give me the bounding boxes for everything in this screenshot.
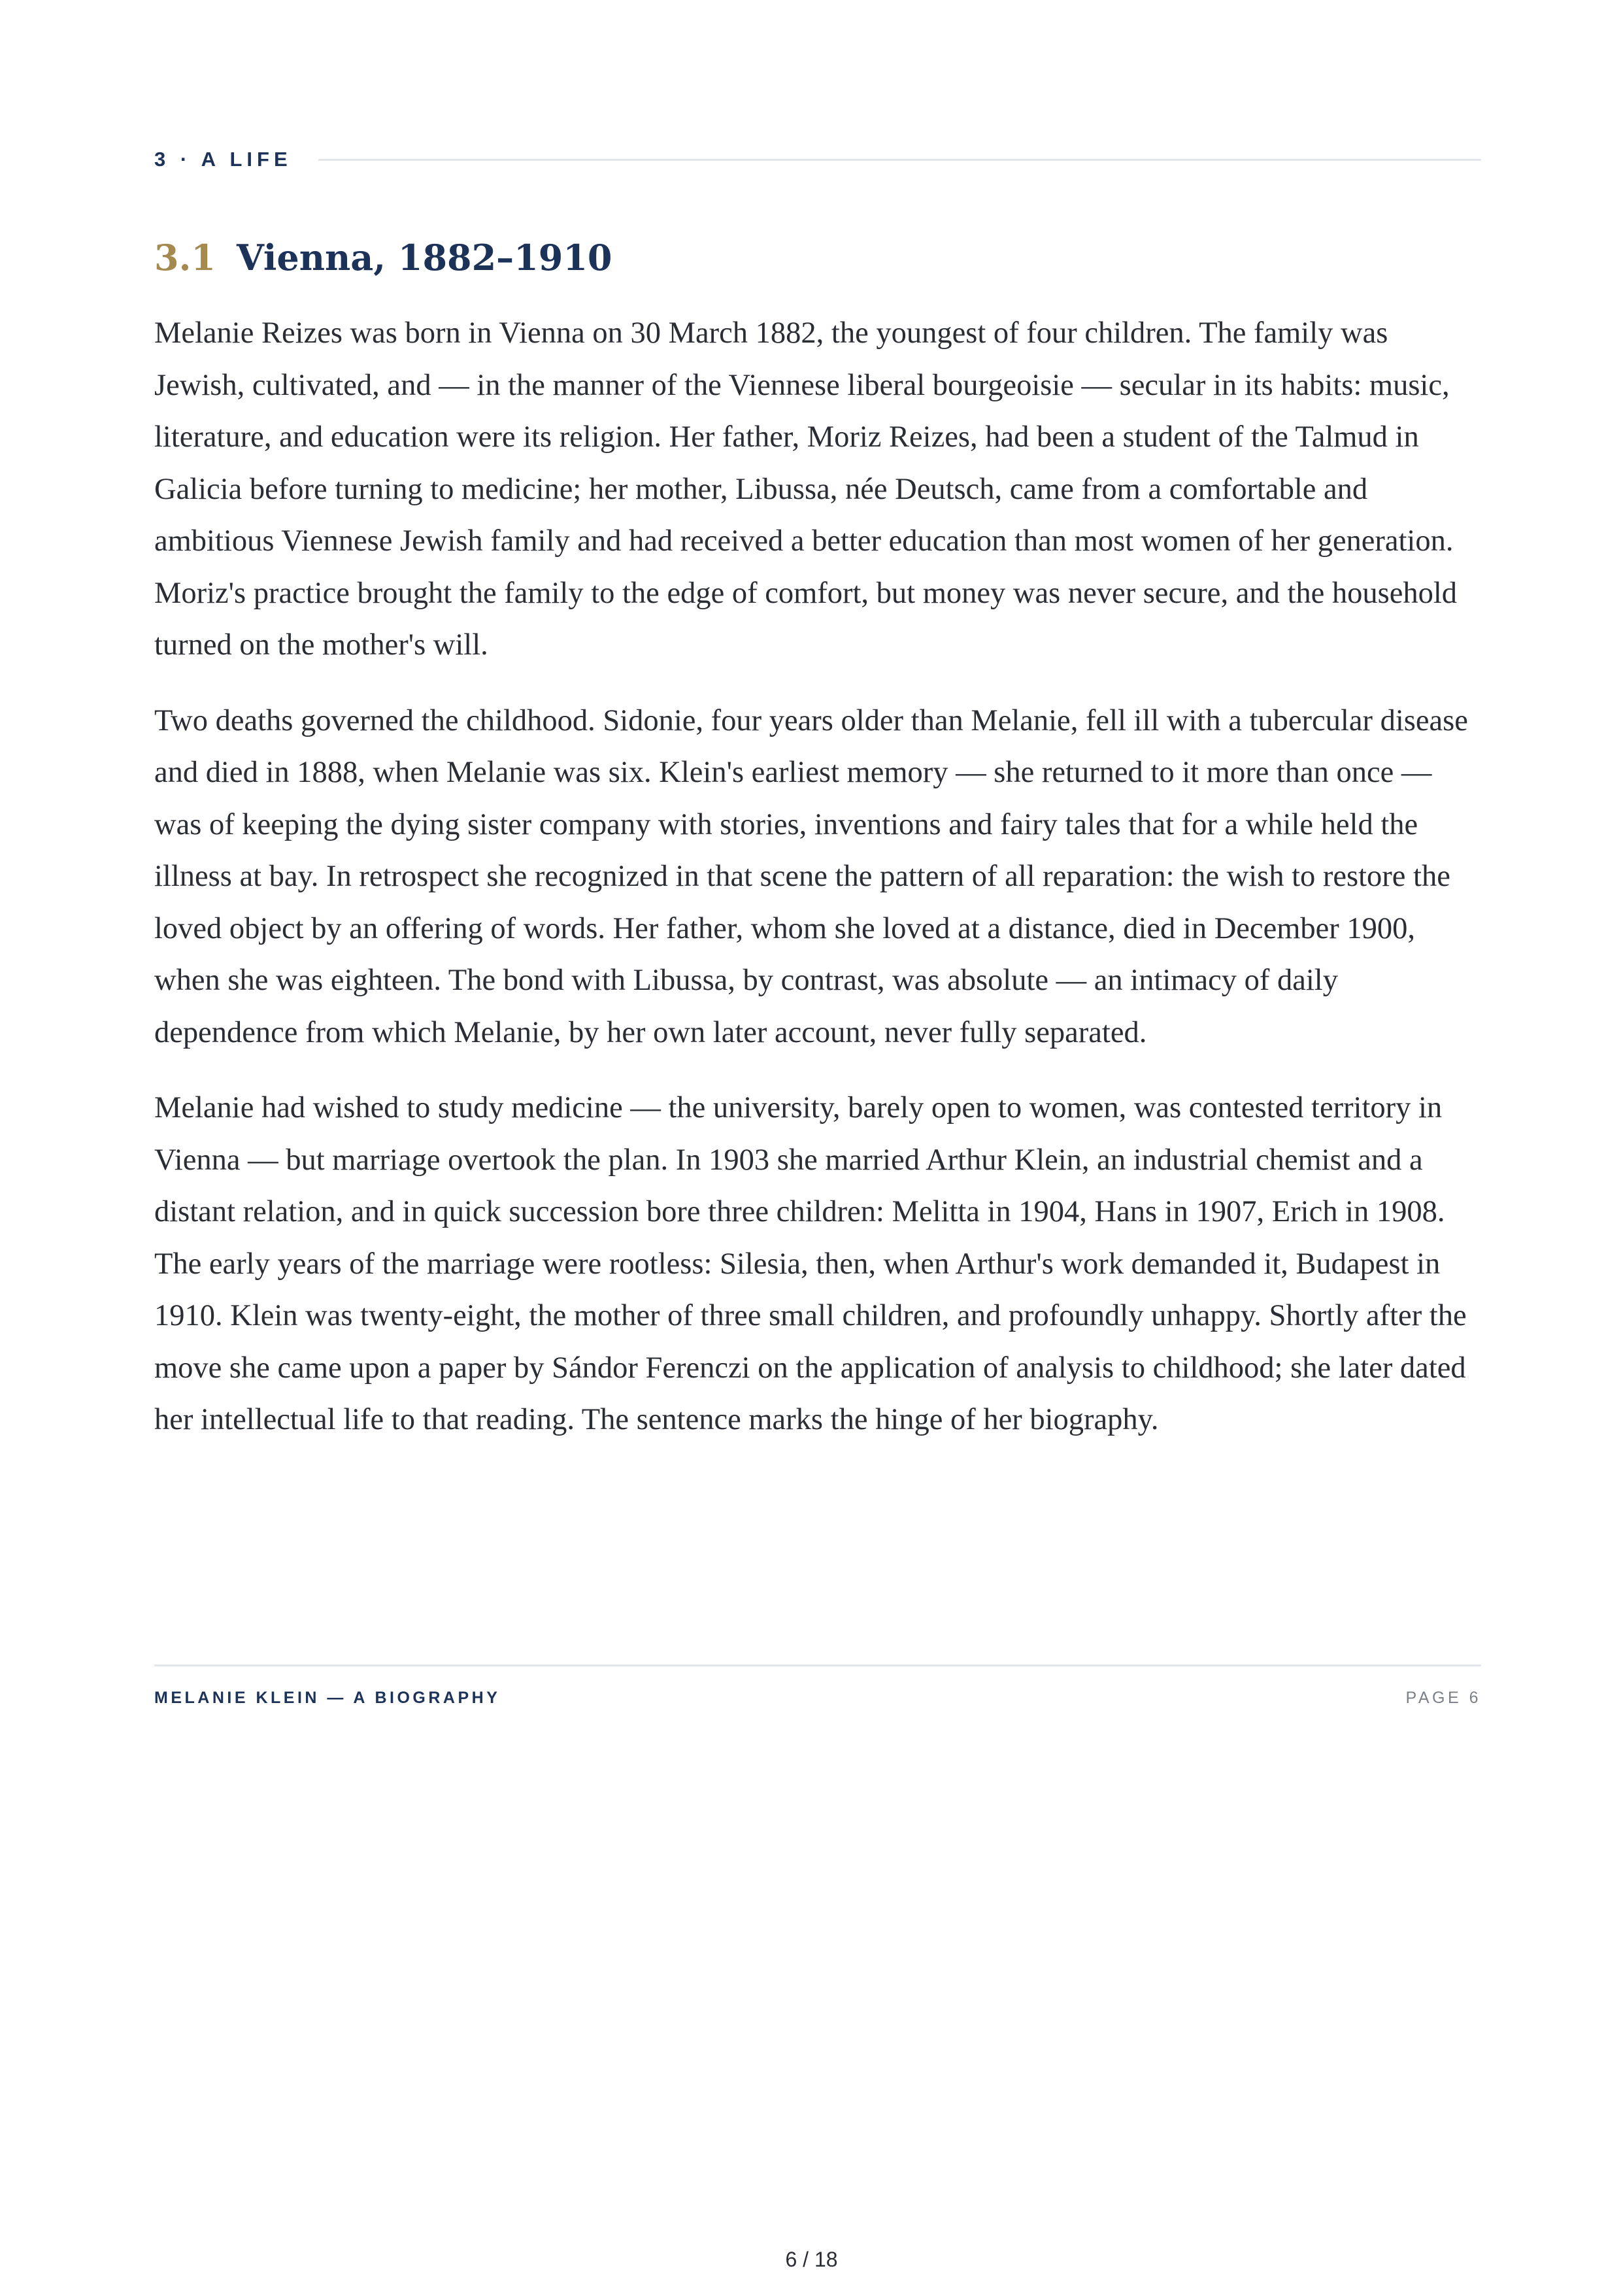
paragraph: Melanie Reizes was born in Vienna on 30 March 1882, the youngest of four children. The family was Jewish, cultivated, and — in the manner of the Viennese liberal bourgeoisie — secular in its habits: music, literature, and education were its religion. Her father, Moriz Reizes, had been a student of the Talmud in Galicia before turning to medicine; her mother, Libussa, née Deutsch, came from a comfortable and ambitious Viennese Jewish family and had received a better education than most women of her generation. Moriz's practice brought the family to the edge of comfort, but money was never secure, and the household turned on the mother's will.: [154, 316, 1458, 662]
running-head: [154, 148, 1481, 171]
section-title: Vienna, 1882–1910: [236, 237, 612, 279]
paragraph: Melanie had wished to study medicine — the university, barely open to women, was contested territory in Vienna — but marriage overtook the plan. In 1903 she married Arthur Klein, an industrial chemist and a distant relation, and in quick succession bore three children: Melitta in 1904, Hans in 1907, Erich in 1908. The early years of the marriage were rootless: Silesia, then, when Arthur's work demanded it, Budapest in 1910. Klein was twenty-eight, the mother of three small children, and profoundly unhappy. Shortly after the move she came upon a paper by Sándor Ferenczi on the application of analysis to childhood; she later dated her intellectual life to that reading. The sentence marks the hinge of her biography.: [154, 1091, 1467, 1436]
body-text: [154, 307, 1481, 1470]
footer-book-title: MELANIE KLEIN — A BIOGRAPHY: [154, 1689, 501, 1707]
chapter-label: 3 · A LIFE: [154, 148, 292, 171]
footer-page-number: PAGE 6: [1405, 1689, 1481, 1707]
viewer-page-indicator: 6 / 18: [785, 2248, 838, 2271]
page-footer: [154, 1664, 1481, 1707]
paragraph: Two deaths governed the childhood. Sidonie, four years older than Melanie, fell ill with a tubercular disease and died in 1888, when Melanie was six. Klein's earliest memory — she returned to it more than once — was of keeping the dying sister company with stories, inventions and fairy tales that for a while held the illness at bay. In retrospect she recognized in that scene the pattern of all reparation: the wish to restore the loved object by an offering of words. Her father, whom she loved at a distance, died in December 1900, when she was eighteen. The bond with Libussa, by contrast, was absolute — an intimacy of daily dependence from which Melanie, by her own later account, never fully separated.: [154, 703, 1468, 1049]
section-number: 3.1: [154, 237, 216, 279]
section-heading: [154, 237, 612, 279]
running-head-rule: [318, 159, 1481, 161]
